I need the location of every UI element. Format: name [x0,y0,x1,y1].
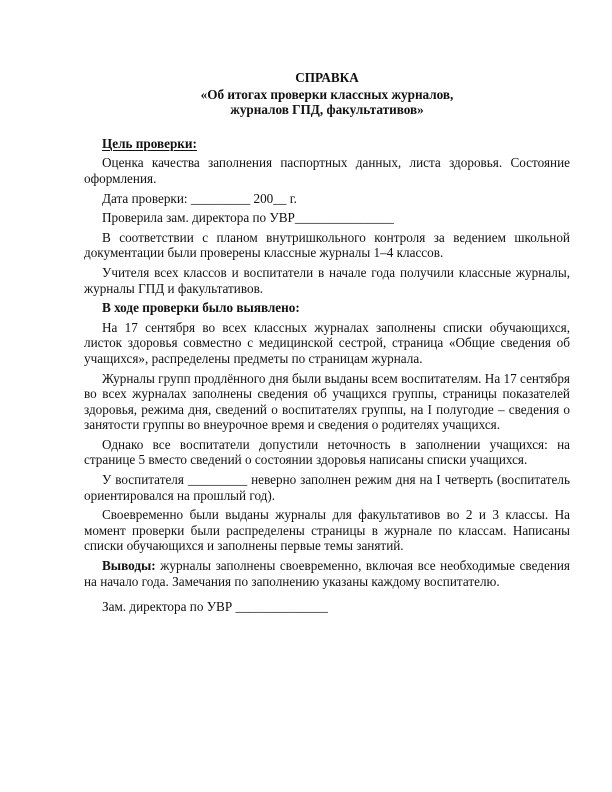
paragraph-plan: В соответствии с планом внутришкольного контроля за ведением школьной документации были проверены классные журналы 1–4 классов. [84,229,570,261]
paragraph-however: Однако все воспитатели допустили неточность в заполнении учащихся: на странице 5 вместо сведений о состоянии здоровья написаны списки учащихся. [84,436,570,468]
paragraph-electives: Своевременно были выданы журналы для факультативов во 2 и 3 классы. На момент проверки были распределены страницы в журнале по классам. Написаны списки обучающихся и заполнены первые темы занятий. [84,507,570,554]
conclusions-text: журналы заполнены своевременно, включая все необходимые сведения на начало года. Замечания по заполнению указаны каждому воспитателю. [84,558,570,589]
paragraph-conclusions [84,558,570,589]
goal-heading: Цель проверки: [102,135,197,151]
document-page [84,70,570,619]
paragraph-gpd: Журналы групп продлённого дня были выданы всем воспитателям. На 17 сентября во всех журналах заполнены сведения об учащихся группы, страницы показателей здоровья, режима дня, сведений о воспитателях группы, на I полугодие – сведения о занятости группы во внеурочное время и сведения о родителях учащихся. [84,370,570,433]
document-subtitle-line-1: «Об итогах проверки классных журналов, [200,86,454,102]
document-title: СПРАВКА [295,70,359,85]
date-line: Дата проверки: _________ 200__ г. [102,190,297,206]
document-subtitle-line-2: журналов ГПД, факультативов» [230,102,424,118]
signature-line: Зам. директора по УВР ______________ [102,599,328,615]
conclusions-label: Выводы: [102,558,156,574]
paragraph-teachers: Учителя всех классов и воспитатели в начале года получили классные журналы, журналы ГПД и факультативов. [84,264,570,296]
paragraph-educator: У воспитателя _________ неверно заполнен режим дня на I четверть (воспитатель ориентировался на прошлый год). [84,472,570,503]
checked-by-line: Проверила зам. директора по УВР_______________ [102,210,394,226]
paragraph-sept17: На 17 сентября во всех классных журналах заполнены списки обучающихся, листок здоровья совместно с медицинской сестрой, страница «Общие сведения об учащихся», распределены предметы по страницам журнала. [84,319,570,366]
goal-text: Оценка качества заполнения паспортных данных, листа здоровья. Состояние оформления. [84,155,570,186]
findings-heading: В ходе проверки было выявлено: [102,300,300,316]
